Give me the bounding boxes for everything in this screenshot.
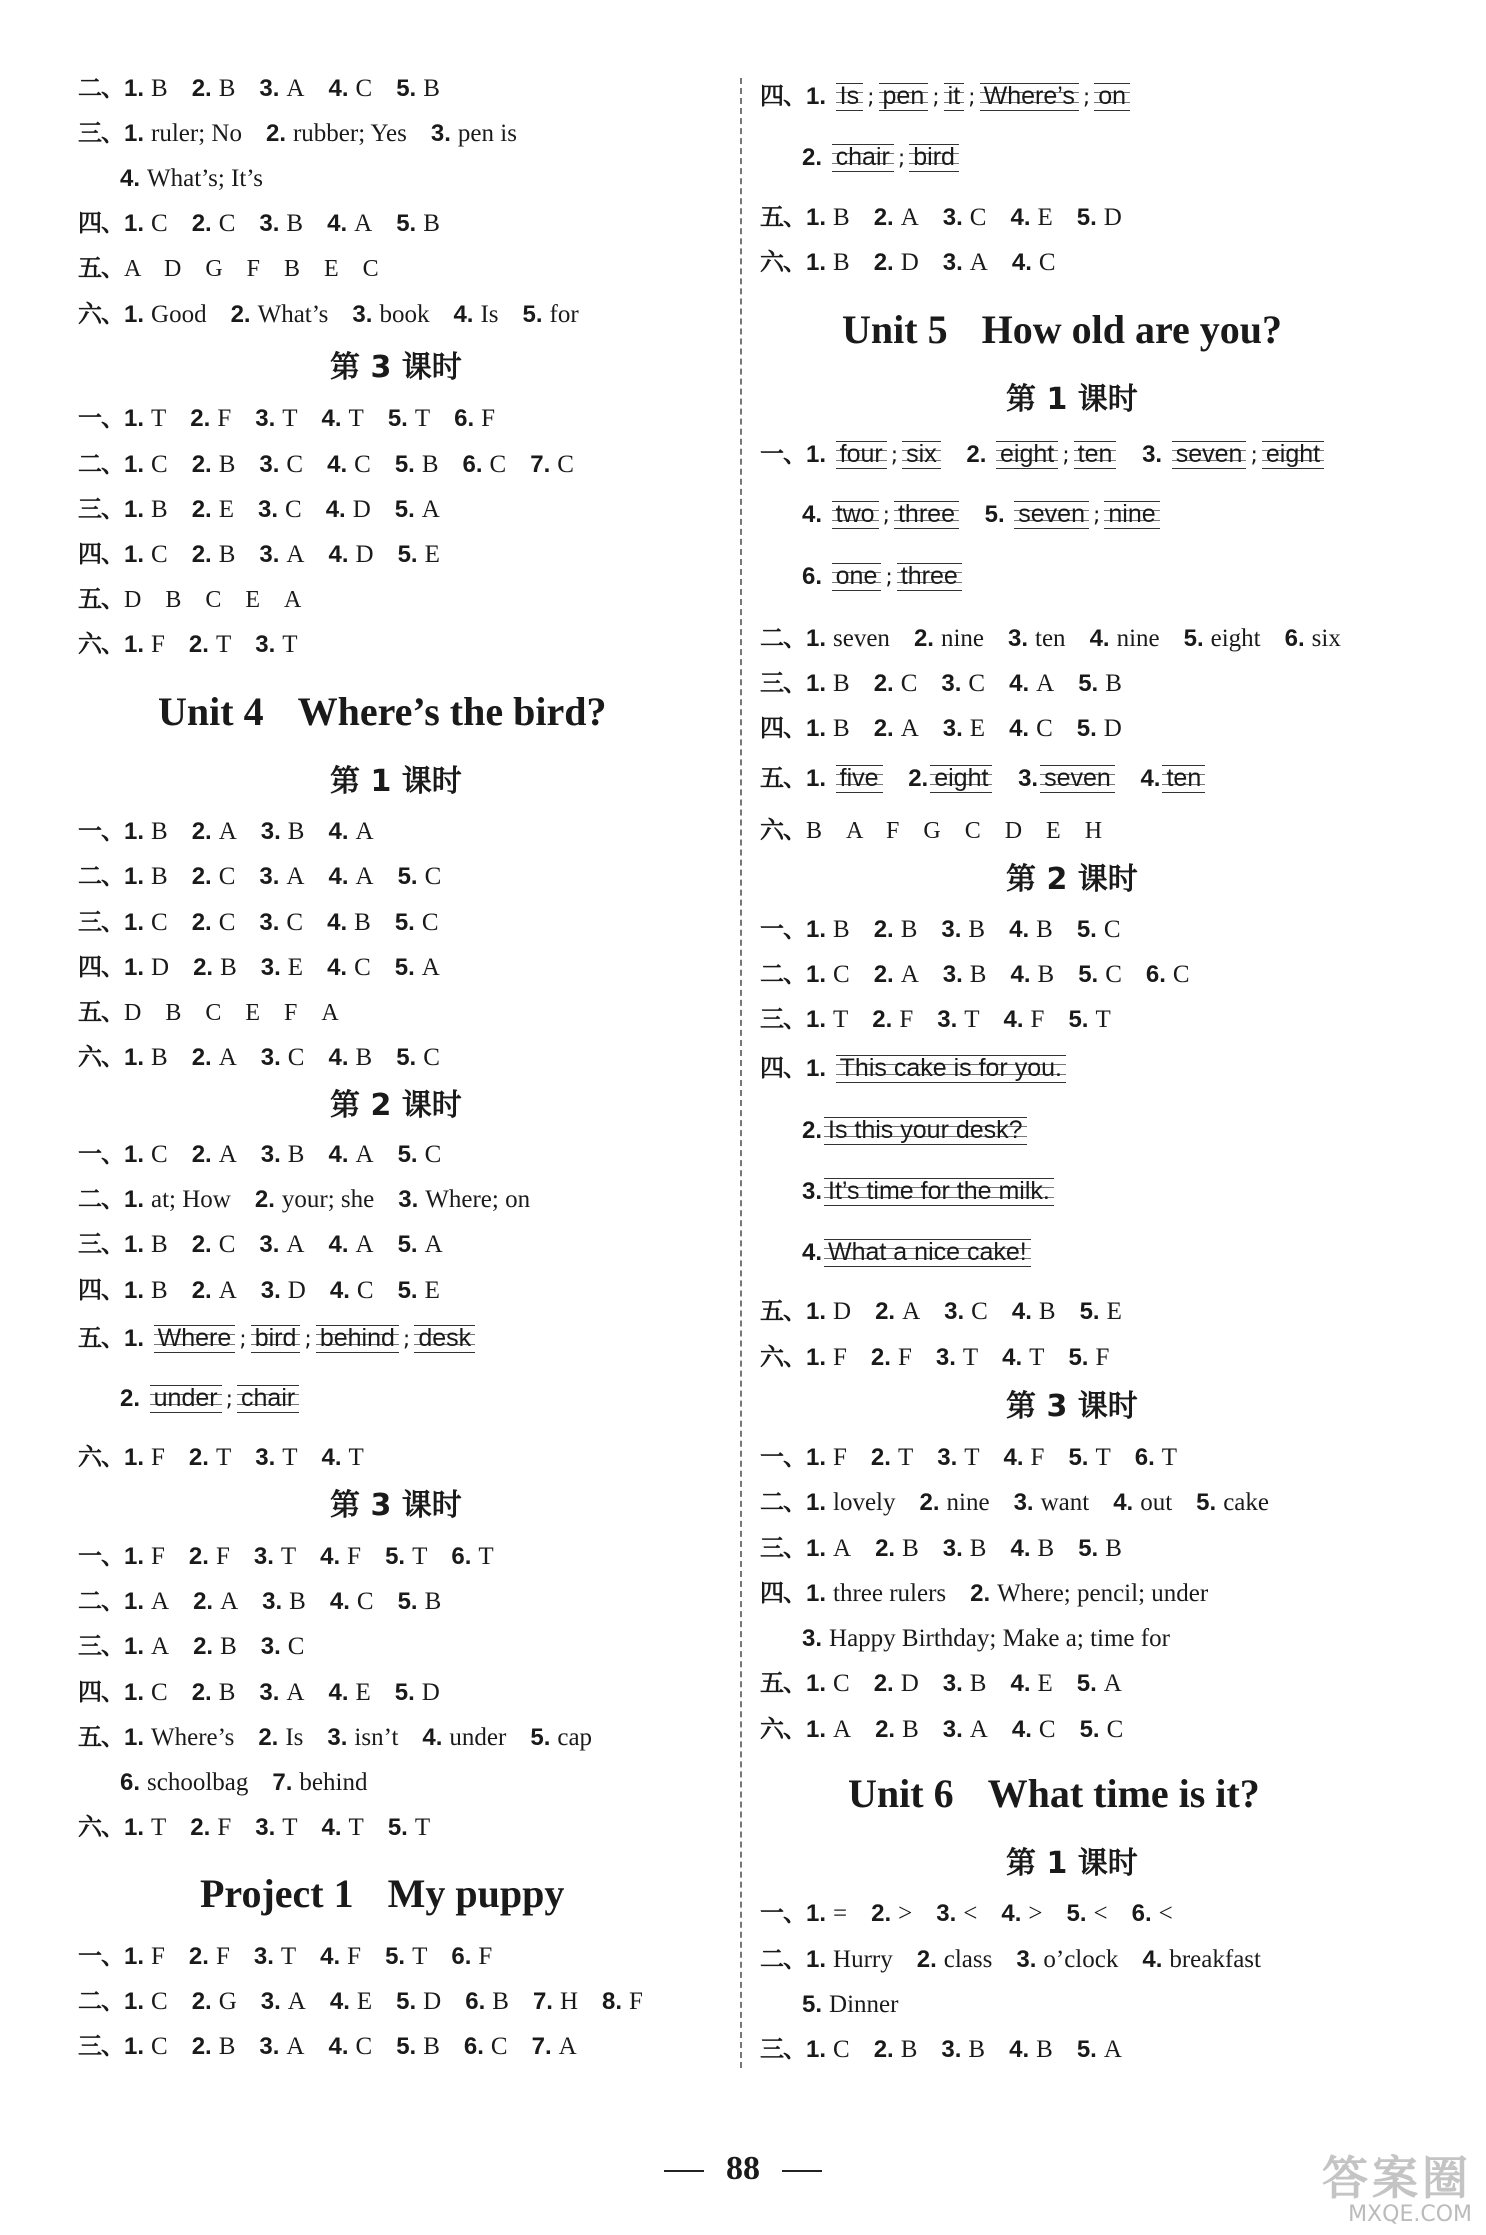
answer-row: 二、1. C 2. B 3. C 4. C 5. B 6. C 7. C: [78, 450, 574, 478]
answer-row: 五、1. D 2. A 3. C 4. B 5. E: [760, 1297, 1122, 1325]
answer-row: 四、1. C 2. B 3. A 4. E 5. D: [78, 1678, 440, 1706]
answer-row: 二、1. B 2. B 3. A 4. C 5. B: [78, 74, 440, 102]
column-divider: [740, 78, 742, 2068]
answer-row: 一、1. T 2. F 3. T 4. T 5. T 6. F: [78, 404, 496, 432]
handwriting-answer: three: [897, 561, 962, 591]
lesson-heading: 第 3 课时: [330, 1488, 462, 1523]
answer-row: 一、1. F 2. F 3. T 4. F 5. T 6. T: [78, 1542, 494, 1570]
handwriting-answer: It’s time for the milk.: [824, 1176, 1054, 1206]
unit-heading: Unit 4 Where’s the bird?: [158, 689, 607, 734]
handwriting-answer: nine: [1104, 499, 1159, 529]
answer-row: 3. It’s time for the milk.: [760, 1175, 1056, 1207]
answer-row: 六、1. B 2. A 3. C 4. B 5. C: [78, 1043, 440, 1071]
handwriting-answer: desk: [414, 1323, 475, 1353]
handwriting-answer: three: [894, 499, 959, 529]
handwriting-answer: under: [150, 1383, 222, 1413]
handwriting-answer: two: [832, 499, 879, 529]
unit-heading: Unit 5 How old are you?: [842, 307, 1282, 352]
answer-row: 4. What’s; It’s: [120, 165, 263, 192]
handwriting-answer: five: [836, 763, 883, 793]
answer-row: 六、1. F 2. T 3. T 4. T: [78, 1443, 364, 1471]
answer-row: 六、1. F 2. F 3. T 4. T 5. F: [760, 1343, 1110, 1371]
answer-row: 3. Happy Birthday; Make a; time for: [802, 1625, 1170, 1652]
answer-row: 四、1. Is ; pen ; it ; Where’s ; on: [760, 80, 1132, 112]
answer-row: 四、1. C 2. C 3. B 4. A 5. B: [78, 209, 440, 237]
answer-row: 4. two ; three 5. seven ; nine: [760, 498, 1162, 530]
answer-row: 6. one ; three: [760, 560, 964, 592]
answer-row: 一、1. B 2. A 3. B 4. A: [78, 817, 374, 845]
answer-row: 二、1. lovely 2. nine 3. want 4. out 5. cake: [760, 1488, 1269, 1516]
watermark: 答案圈 MXQE.COM: [1322, 2151, 1472, 2227]
answer-row: 2. under ; chair: [78, 1382, 301, 1414]
handwriting-answer: eight: [996, 439, 1058, 469]
handwriting-answer: Is: [836, 81, 863, 111]
answer-row: 2. chair ; bird: [760, 141, 961, 173]
answer-row: 三、1. C 2. B 3. B 4. B 5. A: [760, 2035, 1122, 2063]
answer-row: 二、1. B 2. C 3. A 4. A 5. C: [78, 862, 442, 890]
answer-row: 四、1. three rulers 2. Where; pencil; under: [760, 1579, 1209, 1607]
answer-row: 三、1. T 2. F 3. T 4. F 5. T: [760, 1005, 1111, 1033]
handwriting-answer: chair: [832, 142, 894, 172]
lesson-heading: 第 2 课时: [1006, 862, 1138, 897]
handwriting-answer: chair: [237, 1383, 299, 1413]
handwriting-answer: seven: [1172, 439, 1247, 469]
answer-row: 六、1. A 2. B 3. A 4. C 5. C: [760, 1715, 1124, 1743]
answer-row: 五、1. B 2. A 3. C 4. E 5. D: [760, 203, 1122, 231]
lesson-heading: 第 1 课时: [1006, 1846, 1138, 1881]
answer-row: 二、1. seven 2. nine 3. ten 4. nine 5. eight 6. six: [760, 624, 1341, 652]
lesson-heading: 第 1 课时: [1006, 382, 1138, 417]
answer-row: 二、1. C 2. G 3. A 4. E 5. D 6. B 7. H 8. F: [78, 1987, 643, 2015]
handwriting-answer: eight: [1262, 439, 1324, 469]
answer-row: 4. What a nice cake!: [760, 1236, 1033, 1268]
answer-row: 三、1. ruler; No 2. rubber; Yes 3. pen is: [78, 119, 517, 147]
answer-row: 一、1. four ; six 2. eight ; ten 3. seven ; eight: [760, 438, 1326, 470]
answer-row: 五、A D G F B E C: [78, 254, 379, 282]
handwriting-answer: behind: [316, 1323, 399, 1353]
answer-row: 五、D B C E A: [78, 585, 302, 613]
handwriting-answer: six: [902, 439, 941, 469]
answer-row: 三、1. C 2. B 3. A 4. C 5. B 6. C 7. A: [78, 2032, 577, 2060]
handwriting-answer: bird: [909, 142, 959, 172]
answer-row: 三、1. A 2. B 3. B 4. B 5. B: [760, 1534, 1122, 1562]
handwriting-answer: bird: [251, 1323, 301, 1353]
answer-row: 四、1. B 2. A 3. E 4. C 5. D: [760, 714, 1122, 742]
handwriting-answer: ten: [1074, 439, 1117, 469]
answer-row: 一、1. B 2. B 3. B 4. B 5. C: [760, 915, 1121, 943]
answer-row: 六、1. T 2. F 3. T 4. T 5. T: [78, 1813, 431, 1841]
project-heading: Project 1 My puppy: [200, 1871, 565, 1916]
lesson-heading: 第 3 课时: [1006, 1389, 1138, 1424]
lesson-heading: 第 1 课时: [330, 764, 462, 799]
page-number: 88: [0, 2150, 1486, 2188]
answer-row: 五、1. C 2. D 3. B 4. E 5. A: [760, 1669, 1122, 1697]
answer-row: 四、1. B 2. A 3. D 4. C 5. E: [78, 1276, 440, 1304]
answer-row: 一、1. C 2. A 3. B 4. A 5. C: [78, 1140, 442, 1168]
answer-row: 五、D B C E F A: [78, 998, 339, 1026]
answer-row: 6. schoolbag 7. behind: [120, 1769, 368, 1796]
handwriting-answer: Where’s: [980, 81, 1079, 111]
handwriting-answer: This cake is for you.: [836, 1053, 1066, 1083]
answer-row: 三、1. B 2. C 3. C 4. A 5. B: [760, 669, 1122, 697]
unit-heading: Unit 6 What time is it?: [848, 1771, 1260, 1816]
answer-row: 二、1. C 2. A 3. B 4. B 5. C 6. C: [760, 960, 1190, 988]
answer-row: 六、1. Good 2. What’s 3. book 4. Is 5. for: [78, 300, 579, 328]
handwriting-answer: it: [944, 81, 965, 111]
answer-row: 三、1. B 2. E 3. C 4. D 5. A: [78, 495, 440, 523]
lesson-heading: 第 3 课时: [330, 350, 462, 385]
lesson-heading: 第 2 课时: [330, 1088, 462, 1123]
answer-row: 四、1. C 2. B 3. A 4. D 5. E: [78, 540, 440, 568]
handwriting-answer: pen: [879, 81, 929, 111]
answer-row: 六、1. B 2. D 3. A 4. C: [760, 248, 1056, 276]
handwriting-answer: on: [1094, 81, 1130, 111]
answer-row: 二、1. at; How 2. your; she 3. Where; on: [78, 1185, 531, 1213]
answer-row: 一、1. = 2. > 3. < 4. > 5. < 6. <: [760, 1899, 1173, 1927]
answer-row: 四、1. D 2. B 3. E 4. C 5. A: [78, 953, 440, 981]
answer-row: 五、1. Where ; bird ; behind ; desk: [78, 1322, 477, 1354]
answer-row: 四、1. This cake is for you.: [760, 1052, 1068, 1084]
answer-row: 一、1. F 2. F 3. T 4. F 5. T 6. F: [78, 1942, 493, 1970]
handwriting-answer: eight: [930, 763, 992, 793]
answer-row: 二、1. Hurry 2. class 3. o’clock 4. breakfast: [760, 1945, 1261, 1973]
handwriting-answer: What a nice cake!: [824, 1237, 1031, 1267]
answer-row: 一、1. F 2. T 3. T 4. F 5. T 6. T: [760, 1443, 1178, 1471]
handwriting-answer: one: [832, 561, 882, 591]
answer-row: 5. Dinner: [802, 1991, 899, 2018]
handwriting-answer: seven: [1014, 499, 1089, 529]
handwriting-answer: ten: [1162, 763, 1205, 793]
answer-row: 六、1. F 2. T 3. T: [78, 630, 298, 658]
answer-row: 三、1. C 2. C 3. C 4. B 5. C: [78, 908, 439, 936]
answer-row: 三、1. A 2. B 3. C: [78, 1632, 305, 1660]
answer-row: 五、1. five 2. eight 3. seven 4. ten: [760, 762, 1207, 794]
answer-row: 二、1. A 2. A 3. B 4. C 5. B: [78, 1587, 442, 1615]
handwriting-answer: four: [836, 439, 887, 469]
answer-row: 六、B A F G C D E H: [760, 816, 1103, 844]
handwriting-answer: Is this your desk?: [824, 1115, 1027, 1145]
answer-row: 五、1. Where’s 2. Is 3. isn’t 4. under 5. cap: [78, 1723, 593, 1751]
answer-row: 2. Is this your desk?: [760, 1114, 1029, 1146]
handwriting-answer: Where: [154, 1323, 236, 1353]
handwriting-answer: seven: [1040, 763, 1115, 793]
answer-row: 三、1. B 2. C 3. A 4. A 5. A: [78, 1230, 443, 1258]
